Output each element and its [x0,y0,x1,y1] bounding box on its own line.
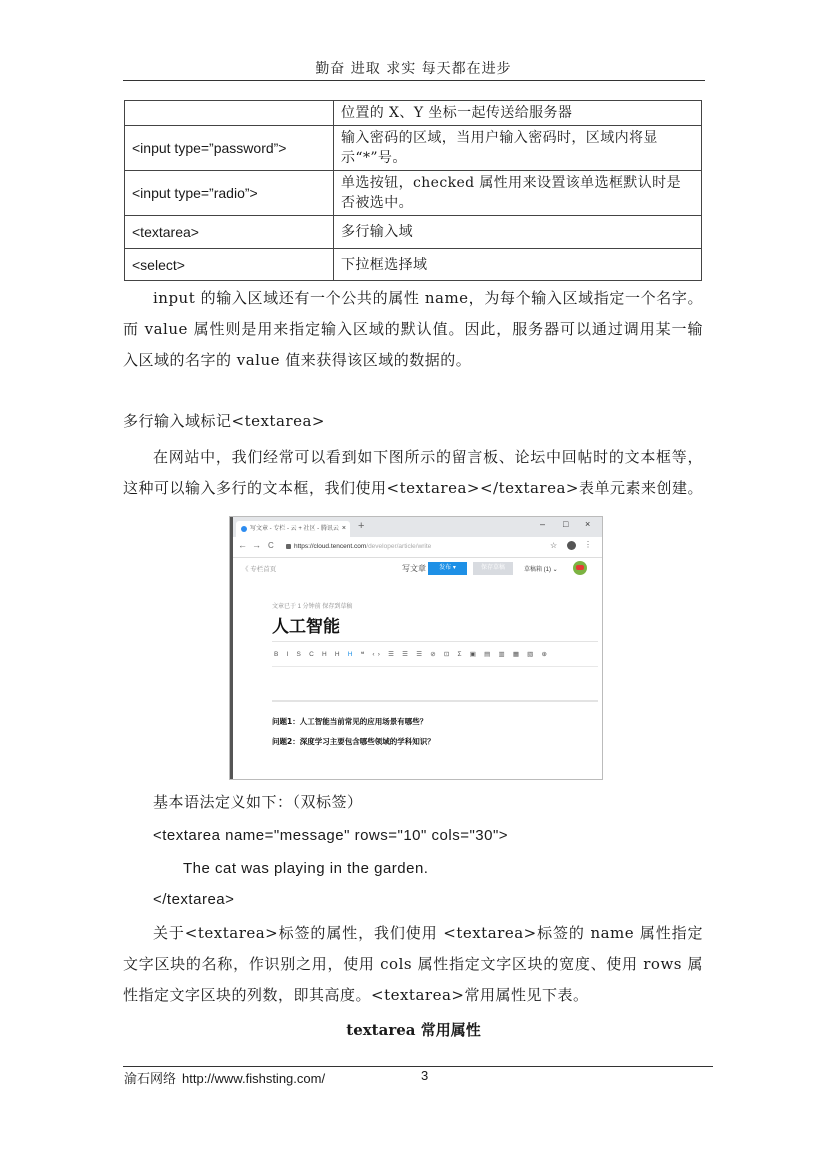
divider [272,641,598,642]
toolbar-group-text[interactable]: B I S C H H [274,651,348,658]
footer-company-line [124,1068,325,1087]
close-tab-icon[interactable]: × [341,525,346,532]
code-body: The cat was playing in the garden. [183,860,429,877]
url-path: /developer/article/write [366,543,432,550]
drafts-dropdown[interactable]: 草稿箱 (1) ⌄ [524,567,558,573]
footer-url-link[interactable]: http://www.fishsting.com/ [182,1071,326,1086]
table-cell-desc: 输入密码的区域，当用户输入密码时，区域内将显示“*”号。 [334,126,702,171]
page-number: 3 [421,1068,429,1083]
header-rule [123,80,705,81]
table-cell-tag: <textarea> [125,216,334,249]
paragraph-name-attribute: input 的输入区域还有一个公共的属性 name，为每个输入区域指定一个名字。而 value 属性则是用来指定输入区域的默认值。因此，服务器可以通过调用某一输入区域的名字的 value 值来获得该区域的数据的。 [123,289,703,369]
url-host: https://cloud.tencent.com [294,543,367,550]
table-cell-desc: 单选按钮，checked 属性用来设置该单选框默认时是否被选中。 [334,171,702,216]
table-title: textarea 常用属性 [346,1021,481,1039]
divider [272,666,598,667]
lock-icon [286,544,291,549]
table-row [125,126,702,171]
question-line[interactable]: 问题1：人工智能当前常见的应用场景有哪些？ [272,717,428,726]
heading-icon[interactable]: H [347,651,356,658]
write-article-label: 写文章 [402,564,426,573]
table-row [125,171,702,216]
divider [272,700,598,702]
browser-tab-bar [230,517,602,537]
footer-company: 渝石网络 [124,1072,177,1087]
reload-icon[interactable]: C [268,541,274,550]
header-motto: 勤奋 进取 求实 每天都在进步 [315,61,512,77]
figure-edge [230,517,233,779]
browser-tab[interactable] [236,521,350,537]
article-title-input[interactable]: 人工智能 [272,617,340,637]
bookmark-star-icon[interactable]: ☆ [550,541,558,550]
table-row [125,101,702,126]
maximize-icon[interactable]: □ [563,519,569,529]
footer-rule [123,1066,713,1067]
table-cell-desc: 多行输入域 [334,216,702,249]
table-cell-desc: 位置的 X、Y 坐标一起传送给服务器 [334,101,702,126]
minimize-icon[interactable]: – [540,519,546,529]
table-cell-tag: <select> [125,249,334,281]
account-icon[interactable] [567,541,576,550]
attribute-table [124,100,702,281]
avatar[interactable] [573,561,587,575]
table-cell-tag [125,101,334,126]
code-open-tag: <textarea name="message" rows="10" cols="30"> [153,827,509,844]
forward-arrow-icon[interactable]: → [252,540,261,550]
browser-menu-icon[interactable]: ⋮ [584,540,592,549]
question-line[interactable]: 问题2：深度学习主要包含哪些领域的学科知识？ [272,737,435,746]
tencent-cloud-icon [241,526,247,532]
format-toolbar[interactable] [274,650,550,658]
toolbar-group-insert[interactable]: ❝ ‹› ☰ ☰ ☰ ⊘ ⊡ Σ ▣ ▤ ▥ ▦ ▧ ⊕ [355,651,551,658]
paragraph-textarea-intro: 在网站中，我们经常可以看到如下图所示的留言板、论坛中回帖时的文本框等，这种可以输入多行的文本框，我们使用<textarea></textarea>表单元素来创建。 [123,448,703,497]
back-arrow-icon[interactable]: ← [238,540,247,550]
window-close-icon[interactable]: × [585,519,591,529]
tab-title: 写文章 - 专栏 - 云 + 社区 - 腾讯云 [250,526,339,532]
table-cell-tag: <input type=”password”> [125,126,334,171]
editor-header [230,558,602,580]
table-cell-desc: 下拉框选择域 [334,249,702,281]
table-row [125,249,702,281]
new-tab-icon[interactable]: + [358,520,365,532]
paragraph-textarea-attributes: 关于<textarea>标签的属性，我们使用 <textarea>标签的 name 属性指定文字区块的名称，作识别之用，使用 cols 属性指定文字区块的宽度、使用 rows 属性指定文字区块的列数，即其高度。<textarea>常用属性见下表。 [123,924,703,1004]
autosave-status: 文章已于 1 分钟前 保存到草稿 [272,604,353,610]
publish-button[interactable]: 发布 ▾ [428,562,467,575]
syntax-intro: 基本语法定义如下：（双标签） [153,793,363,811]
table-cell-tag: <input type=”radio”> [125,171,334,216]
url-input[interactable] [286,541,536,553]
section-heading: 多行输入域标记<textarea> [123,412,325,430]
back-to-column-link[interactable]: 《 专栏首页 [242,566,277,573]
save-draft-button[interactable]: 保存草稿 [473,562,513,575]
address-bar [230,537,602,558]
table-row [125,216,702,249]
code-close-tag: </textarea> [153,891,235,908]
editor-screenshot [229,516,603,780]
